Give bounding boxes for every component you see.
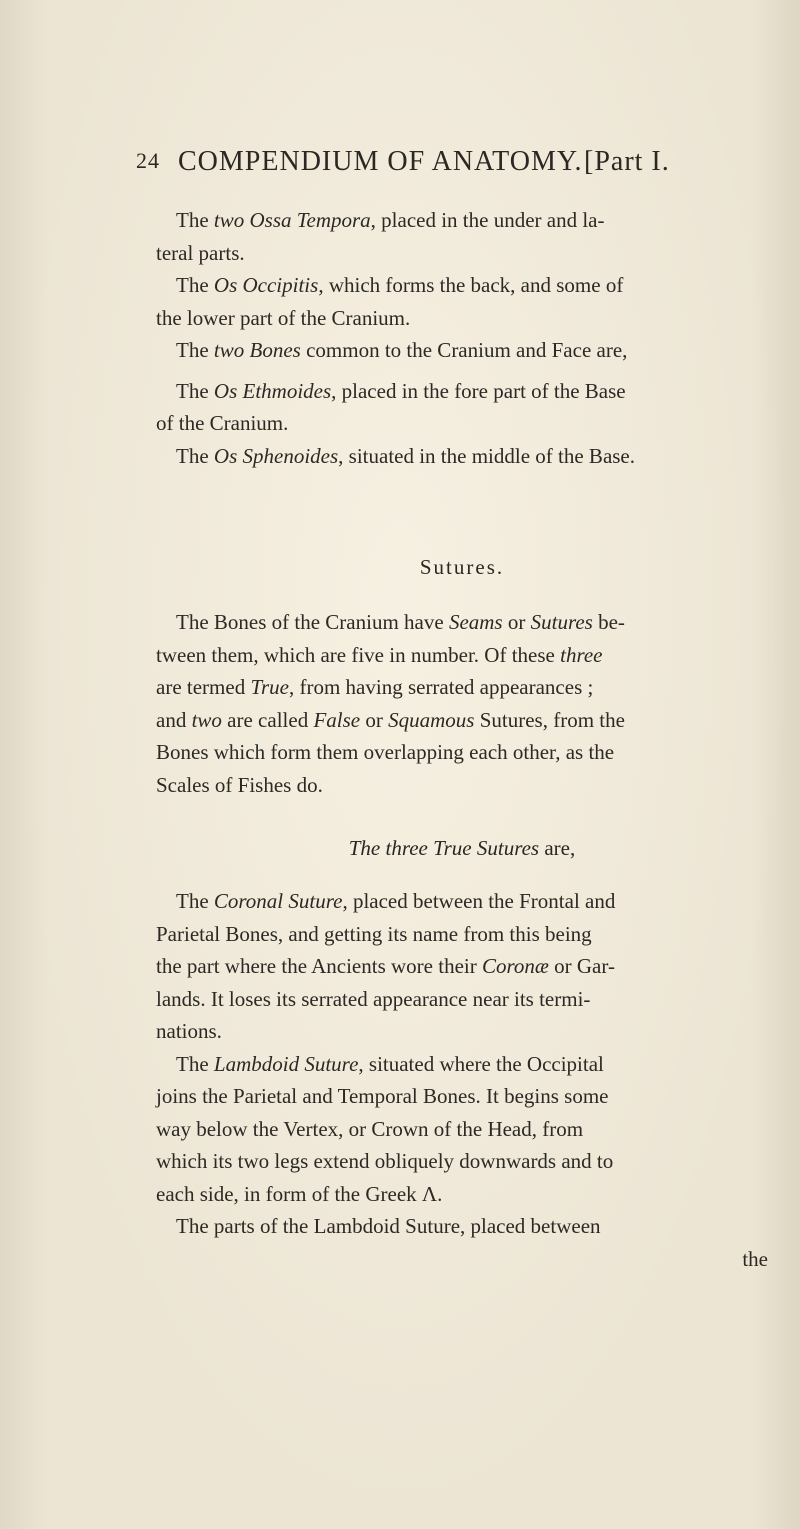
text-line: nations. [156, 1019, 222, 1043]
paragraph-group-2 [156, 334, 768, 472]
text-line: The Os Ethmoides, placed in the fore part of the Base [176, 378, 626, 403]
text-line: joins the Parietal and Temporal Bones. It begins some [156, 1084, 609, 1108]
text-line: Scales of Fishes do. [156, 772, 323, 797]
text-line: Bones which form them overlapping each other, as the [156, 740, 615, 764]
text-line: the part where the Ancients wore their Coronæ or Gar- [156, 954, 615, 978]
running-header [126, 146, 766, 186]
text-line: The parts of the Lambdoid Suture, placed between [176, 1214, 601, 1238]
text-line: The Os Occipitis, which forms the back, and some of [176, 273, 624, 297]
text-line: tween them, which are five in number. Of these three [156, 642, 603, 667]
text-line: lands. It loses its serrated appearance near its termi- [156, 986, 591, 1011]
section-heading: Sutures. [419, 555, 505, 579]
text-line: The two Ossa Tempora, placed in the under and la- [176, 208, 605, 232]
paragraph-group-1 [156, 204, 768, 334]
text-line: and two are called False or Squamous Sutures, from the [156, 707, 625, 732]
text-line: The Bones of the Cranium have Seams or Sutures be- [176, 610, 625, 634]
text-line: Parietal Bones, and getting its name from this being [156, 921, 592, 946]
text-line: The Coronal Suture, placed between the Frontal and [176, 889, 616, 913]
text-line: each side, in form of the Greek Λ. [156, 1181, 443, 1206]
text-line: The two Bones common to the Cranium and Face are, [176, 338, 628, 362]
paragraph-group-4 [156, 885, 768, 1275]
text-line: The Os Sphenoides, situated in the middle of the Base. [176, 443, 636, 468]
text-line: way below the Vertex, or Crown of the Head, from [156, 1116, 584, 1141]
text-line: which its two legs extend obliquely downwards and to [156, 1149, 614, 1173]
text-line: of the Cranium. [156, 411, 289, 435]
page-number: 24 [136, 148, 160, 173]
text-line: are termed True, from having serrated appearances ; [156, 675, 594, 699]
paragraph-group-3 [156, 606, 768, 801]
running-title: COMPENDIUM OF ANATOMY. [178, 146, 583, 177]
text-line: the lower part of the Cranium. [156, 305, 411, 330]
part-label: [Part I. [584, 146, 670, 177]
subheading: The three True Sutures are, [348, 836, 576, 860]
text-line: The Lambdoid Suture, situated where the Occipital [176, 1051, 604, 1076]
text-line: teral parts. [156, 240, 245, 265]
catchword: the [742, 1246, 768, 1271]
